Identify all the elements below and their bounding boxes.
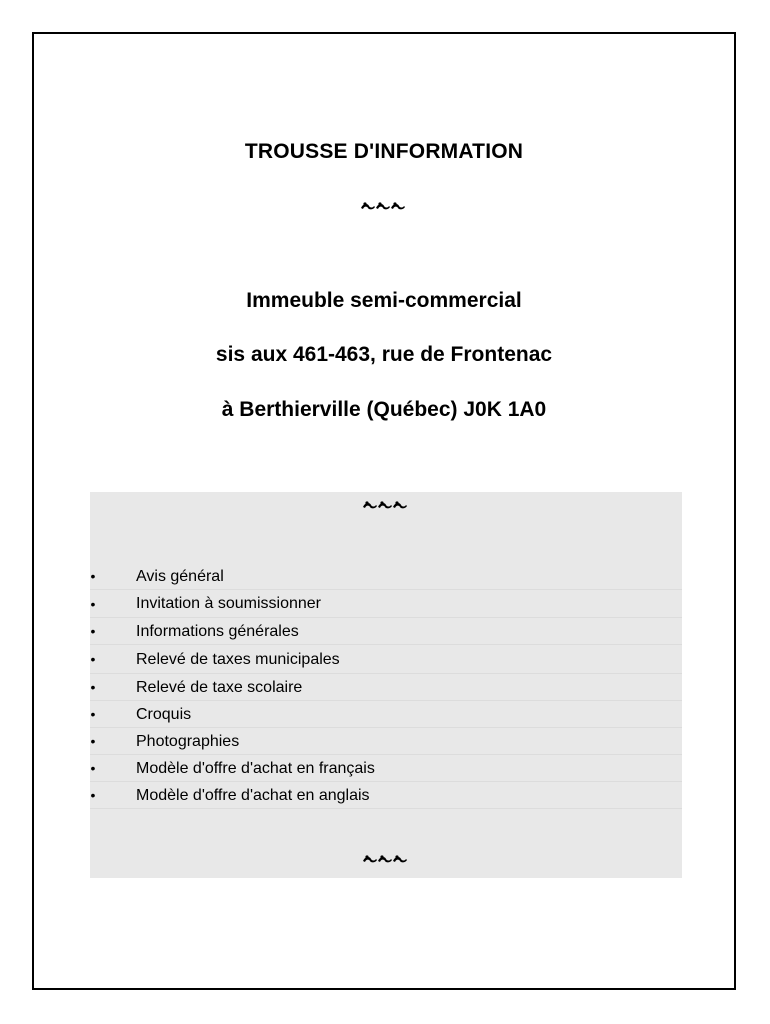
- document-page: [32, 32, 736, 990]
- list-item-label: Photographies: [136, 733, 240, 750]
- bullet-icon: •: [90, 568, 96, 584]
- list-item-label: Avis général: [136, 568, 224, 585]
- fleuron-ornament-icon: [34, 199, 734, 213]
- list-item: [90, 674, 682, 701]
- bullet-icon: •: [90, 787, 96, 803]
- bullet-icon: •: [90, 760, 96, 776]
- list-item: [90, 618, 682, 645]
- list-item: [90, 590, 682, 618]
- bullet-icon: •: [90, 706, 96, 722]
- list-item-label: Croquis: [136, 706, 192, 723]
- list-item-label: Relevé de taxes municipales: [136, 651, 340, 668]
- fleuron-ornament-icon: [90, 498, 682, 512]
- list-item: [90, 755, 682, 782]
- bullet-icon: •: [90, 623, 96, 639]
- contents-list: [90, 563, 682, 809]
- list-item: [90, 782, 682, 809]
- contents-section: [90, 492, 682, 878]
- property-address-heading: sis aux 461-463, rue de Frontenac: [215, 343, 553, 366]
- bullet-icon: •: [90, 679, 96, 695]
- document-title: TROUSSE D'INFORMATION: [244, 140, 524, 163]
- list-item-label: Modèle d'offre d'achat en anglais: [136, 787, 370, 804]
- bullet-icon: •: [90, 733, 96, 749]
- property-type-heading: Immeuble semi-commercial: [246, 289, 522, 312]
- list-item: [90, 701, 682, 728]
- fleuron-ornament-icon: [90, 852, 682, 866]
- list-item: [90, 728, 682, 755]
- bullet-icon: •: [90, 596, 96, 612]
- list-item-label: Informations générales: [136, 623, 299, 640]
- property-city-heading: à Berthierville (Québec) J0K 1A0: [221, 398, 547, 421]
- list-item: [90, 563, 682, 590]
- list-item-label: Invitation à soumissionner: [136, 595, 321, 612]
- bullet-icon: •: [90, 651, 96, 667]
- list-item-label: Modèle d'offre d'achat en français: [136, 760, 375, 777]
- list-item: [90, 645, 682, 674]
- list-item-label: Relevé de taxe scolaire: [136, 679, 303, 696]
